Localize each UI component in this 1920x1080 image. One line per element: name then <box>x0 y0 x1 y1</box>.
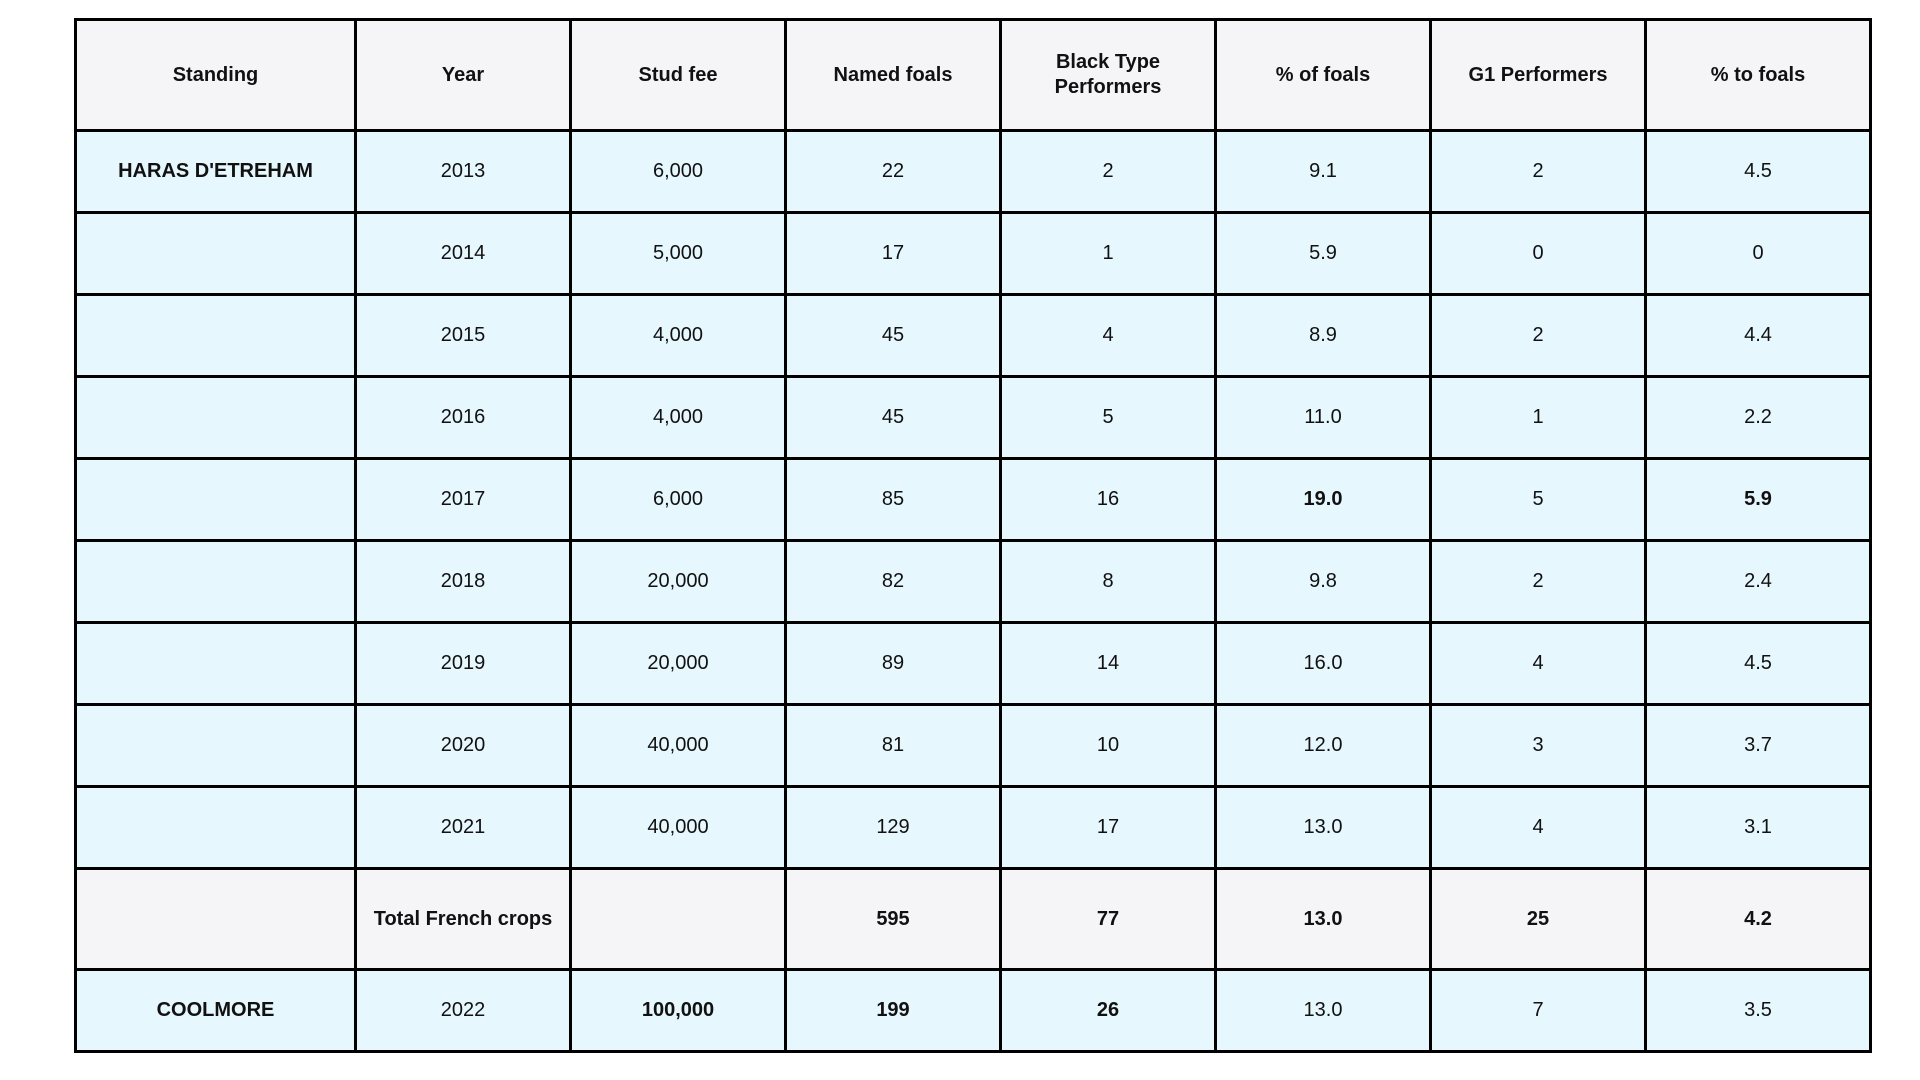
cell-pct-to-foals: 0 <box>1646 213 1871 295</box>
cell-g1-performers: 5 <box>1431 459 1646 541</box>
cell-standing <box>76 787 356 869</box>
cell-standing <box>76 623 356 705</box>
table-row <box>76 295 1871 377</box>
cell-named-foals: 22 <box>786 131 1001 213</box>
cell-named-foals: 17 <box>786 213 1001 295</box>
cell-black-type-performers: 1 <box>1001 213 1216 295</box>
cell-pct-to-foals: 2.4 <box>1646 541 1871 623</box>
table-row-total <box>76 869 1871 970</box>
cell-stud-fee: 40,000 <box>571 705 786 787</box>
column-header-stud-fee: Stud fee <box>571 20 786 131</box>
cell-pct-to-foals: 4.5 <box>1646 623 1871 705</box>
cell-black-type-performers: 17 <box>1001 787 1216 869</box>
table-row <box>76 623 1871 705</box>
cell-named-foals: 82 <box>786 541 1001 623</box>
cell-pct-of-foals: 13.0 <box>1216 970 1431 1052</box>
cell-stud-fee: 6,000 <box>571 459 786 541</box>
column-header-black-type-performers: Black Type Performers <box>1001 20 1216 131</box>
cell-black-type-performers: 26 <box>1001 970 1216 1052</box>
cell-pct-of-foals: 12.0 <box>1216 705 1431 787</box>
cell-g1-performers: 3 <box>1431 705 1646 787</box>
cell-year-total-label: Total French crops <box>356 869 571 970</box>
cell-black-type-performers: 2 <box>1001 131 1216 213</box>
cell-black-type-performers: 14 <box>1001 623 1216 705</box>
cell-year: 2021 <box>356 787 571 869</box>
cell-pct-to-foals: 2.2 <box>1646 377 1871 459</box>
cell-pct-of-foals: 5.9 <box>1216 213 1431 295</box>
cell-pct-to-foals: 3.5 <box>1646 970 1871 1052</box>
cell-pct-to-foals: 4.4 <box>1646 295 1871 377</box>
cell-stud-fee <box>571 869 786 970</box>
cell-g1-performers: 2 <box>1431 541 1646 623</box>
cell-pct-to-foals: 5.9 <box>1646 459 1871 541</box>
cell-named-foals: 45 <box>786 377 1001 459</box>
table-row <box>76 213 1871 295</box>
cell-standing <box>76 459 356 541</box>
table-row <box>76 541 1871 623</box>
table-header <box>76 20 1871 131</box>
table-row <box>76 787 1871 869</box>
cell-pct-of-foals: 13.0 <box>1216 787 1431 869</box>
cell-year: 2020 <box>356 705 571 787</box>
table-row <box>76 459 1871 541</box>
cell-stud-fee: 4,000 <box>571 377 786 459</box>
cell-standing <box>76 869 356 970</box>
cell-year: 2022 <box>356 970 571 1052</box>
cell-pct-to-foals: 3.1 <box>1646 787 1871 869</box>
cell-black-type-performers: 5 <box>1001 377 1216 459</box>
table-row <box>76 705 1871 787</box>
column-header-named-foals: Named foals <box>786 20 1001 131</box>
cell-black-type-performers: 8 <box>1001 541 1216 623</box>
cell-year: 2016 <box>356 377 571 459</box>
cell-g1-performers: 0 <box>1431 213 1646 295</box>
cell-year: 2014 <box>356 213 571 295</box>
cell-pct-of-foals: 19.0 <box>1216 459 1431 541</box>
cell-pct-of-foals: 11.0 <box>1216 377 1431 459</box>
cell-g1-performers: 1 <box>1431 377 1646 459</box>
cell-g1-performers: 7 <box>1431 970 1646 1052</box>
cell-standing <box>76 377 356 459</box>
cell-year: 2019 <box>356 623 571 705</box>
cell-pct-of-foals: 13.0 <box>1216 869 1431 970</box>
cell-named-foals: 81 <box>786 705 1001 787</box>
cell-year: 2015 <box>356 295 571 377</box>
cell-standing: HARAS D'ETREHAM <box>76 131 356 213</box>
cell-pct-to-foals: 3.7 <box>1646 705 1871 787</box>
cell-named-foals: 199 <box>786 970 1001 1052</box>
column-header-year: Year <box>356 20 571 131</box>
cell-standing <box>76 213 356 295</box>
stallion-stats-table <box>74 18 1872 1053</box>
cell-pct-to-foals: 4.5 <box>1646 131 1871 213</box>
cell-pct-of-foals: 16.0 <box>1216 623 1431 705</box>
cell-black-type-performers: 16 <box>1001 459 1216 541</box>
cell-named-foals: 129 <box>786 787 1001 869</box>
cell-pct-of-foals: 8.9 <box>1216 295 1431 377</box>
table-row <box>76 970 1871 1052</box>
stats-table-container <box>74 18 1869 1053</box>
table-row <box>76 377 1871 459</box>
cell-stud-fee: 20,000 <box>571 623 786 705</box>
cell-standing <box>76 295 356 377</box>
cell-pct-of-foals: 9.8 <box>1216 541 1431 623</box>
cell-g1-performers: 4 <box>1431 787 1646 869</box>
cell-stud-fee: 20,000 <box>571 541 786 623</box>
cell-year: 2017 <box>356 459 571 541</box>
cell-standing <box>76 541 356 623</box>
cell-stud-fee: 100,000 <box>571 970 786 1052</box>
cell-g1-performers: 4 <box>1431 623 1646 705</box>
column-header-g1-performers: G1 Performers <box>1431 20 1646 131</box>
cell-stud-fee: 5,000 <box>571 213 786 295</box>
column-header-standing: Standing <box>76 20 356 131</box>
cell-g1-performers: 25 <box>1431 869 1646 970</box>
cell-year: 2018 <box>356 541 571 623</box>
table-body <box>76 131 1871 1052</box>
cell-pct-to-foals: 4.2 <box>1646 869 1871 970</box>
cell-standing: COOLMORE <box>76 970 356 1052</box>
cell-g1-performers: 2 <box>1431 131 1646 213</box>
cell-year: 2013 <box>356 131 571 213</box>
cell-stud-fee: 6,000 <box>571 131 786 213</box>
cell-stud-fee: 4,000 <box>571 295 786 377</box>
cell-black-type-performers: 4 <box>1001 295 1216 377</box>
header-row <box>76 20 1871 131</box>
table-row <box>76 131 1871 213</box>
cell-named-foals: 45 <box>786 295 1001 377</box>
cell-named-foals: 89 <box>786 623 1001 705</box>
cell-black-type-performers: 10 <box>1001 705 1216 787</box>
cell-standing <box>76 705 356 787</box>
cell-black-type-performers: 77 <box>1001 869 1216 970</box>
column-header-pct-to-foals: % to foals <box>1646 20 1871 131</box>
cell-pct-of-foals: 9.1 <box>1216 131 1431 213</box>
cell-stud-fee: 40,000 <box>571 787 786 869</box>
cell-named-foals: 85 <box>786 459 1001 541</box>
cell-named-foals: 595 <box>786 869 1001 970</box>
column-header-pct-of-foals: % of foals <box>1216 20 1431 131</box>
cell-g1-performers: 2 <box>1431 295 1646 377</box>
